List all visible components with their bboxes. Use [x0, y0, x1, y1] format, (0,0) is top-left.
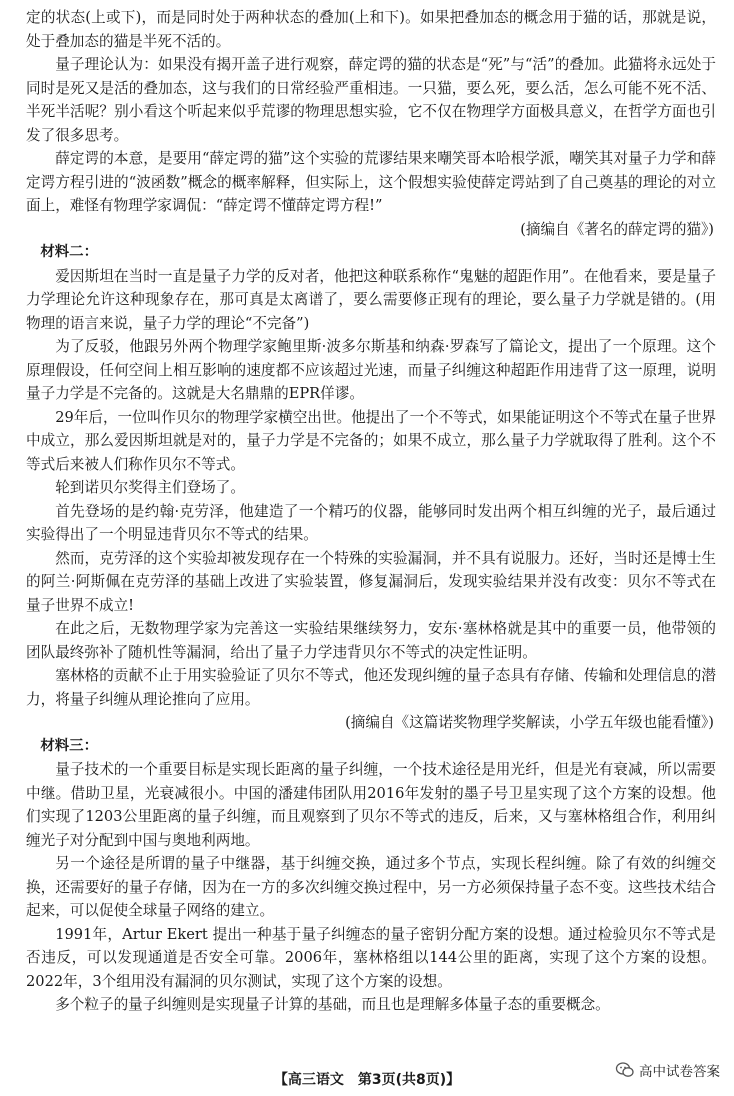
section-heading: 材料二： — [40, 244, 98, 260]
paragraph: 爱因斯坦在当时一直是量子力学的反对者，他把这种联系称作“鬼魅的超距作用”。在他看来，要是量子力学理论允许这种现象存在，那可真是太离谱了，要么需要修正现有的理论，要么量子力学就是错的。(用物理的语言来说，量子力学的理论“不完备”) — [26, 267, 716, 332]
watermark-brand — [615, 1060, 720, 1080]
section-heading: 材料三： — [40, 737, 98, 754]
source-citation: (摘编自《著名的薛定谔的猫》) — [520, 220, 714, 238]
brand-label: 高中试卷答案 — [639, 1064, 720, 1080]
paragraph: 29年后，一位叫作贝尔的物理学家横空出世。他提出了一个不等式，如果能证明这个不等式在量子世界中成立，那么爱因斯坦就是对的，量子力学是不完备的；如果不成立，那么量子力学就取得了胜利。这个不等式后来被人们称作贝尔不等式。 — [26, 408, 716, 473]
paragraph: 另一个途径是所谓的量子中继器，基于纠缠交换，通过多个节点，实现长程纠缠。除了有效的纠缠交换，还需要好的量子存储，因为在一方的多次纠缠交换过程中，另一方必须保持量子态不变。这些技术结合起来，可以促使全球量子网络的建立。 — [26, 855, 716, 919]
paragraph: 定的状态(上或下)，而是同时处于两种状态的叠加(上和下)。如果把叠加态的概念用于猫的话，那就是说，处于叠加态的猫是半死不活的。 — [26, 9, 716, 50]
paragraph: 为了反驳，他跟另外两个物理学家鲍里斯·波多尔斯基和纳森·罗森写了篇论文，提出了一个原理。这个原理假设，任何空间上相互影响的速度都不应该超过光速，而量子纠缠这种超距作用违背了这一原理，说明量子力学是不完备的。这就是大名鼎鼎的EPR佯谬。 — [26, 338, 716, 402]
paragraph: 量子理论认为：如果没有揭开盖子进行观察，薛定谔的猫的状态是“死”与“活”的叠加。此猫将永远处于同时是死又是活的叠加态，这与我们的日常经验严重相违。一只猫，要么死，要么活，怎么可能不死不活、半死半活呢？别小看这个听起来似乎荒谬的物理思想实验，它不仅在物理学方面极具意义，在哲学方面也引发了很多思考。 — [26, 56, 716, 144]
paragraph: 1991年，Artur Ekert 提出一种基于量子纠缠态的量子密钥分配方案的设想。通过检验贝尔不等式是否违反，可以发现通道是否安全可靠。2006年，塞林格组以144公里的距离，实现了这个方案的设想。2022年，3个组用没有漏洞的贝尔测试，实现了这个方案的设想。 — [26, 925, 716, 990]
paragraph: 塞林格的贡献不止于用实验验证了贝尔不等式，他还发现纠缠的量子态具有存储、传输和处理信息的潜力，将量子纠缠从理论推向了应用。 — [26, 667, 716, 708]
paragraph: 量子技术的一个重要目标是实现长距离的量子纠缠，一个技术途径是用光纤，但是光有衰减，所以需要中继。借助卫星，光衰减很小。中国的潘建伟团队用2016年发射的墨子号卫星实现了这个方案的设想。他们实现了1203公里距离的量子纠缠，而且观察到了贝尔不等式的违反，后来，又与塞林格组合作，利用纠缠光子对分配到中国与奥地利两地。 — [26, 761, 716, 849]
source-citation: (摘编自《这篇诺奖物理学奖解读，小学五年级也能看懂》) — [345, 714, 714, 731]
document-body — [26, 6, 716, 1017]
paragraph: 然而，克劳泽的这个实验却被发现存在一个特殊的实验漏洞，并不具有说服力。还好，当时还是博士生的阿兰·阿斯佩在克劳泽的基础上改进了实验装置，修复漏洞后，发现实验结果并没有改变：贝尔不等式在量子世界不成立! — [26, 549, 716, 614]
paragraph: 轮到诺贝尔奖得主们登场了。 — [55, 479, 245, 496]
paragraph: 多个粒子的量子纠缠则是实现量子计算的基础，而且也是理解多体量子态的重要概念。 — [55, 996, 610, 1013]
paragraph: 在此之后，无数物理学家为完善这一实验结果继续努力，安东·塞林格就是其中的重要一员，他带领的团队最终弥补了随机性等漏洞，给出了量子力学违背贝尔不等式的决定性证明。 — [26, 620, 716, 661]
paragraph: 薛定谔的本意，是要用“薛定谔的猫”这个实验的荒谬结果来嘲笑哥本哈根学派，嘲笑其对量子力学和薛定谔方程引进的“波函数”概念的概率解释，但实际上，这个假想实验使薛定谔站到了自己奠基的理论的对立面上，难怪有物理学家调侃：“薛定谔不懂薛定谔方程!” — [26, 150, 716, 214]
wechat-icon — [615, 1060, 635, 1080]
page-footer: 【高三语文 第3页(共8页)】 — [273, 1072, 461, 1088]
paragraph: 首先登场的是约翰·克劳泽，他建造了一个精巧的仪器，能够同时发出两个相互纠缠的光子，最后通过实验得出了一个明显违背贝尔不等式的结果。 — [26, 502, 716, 543]
